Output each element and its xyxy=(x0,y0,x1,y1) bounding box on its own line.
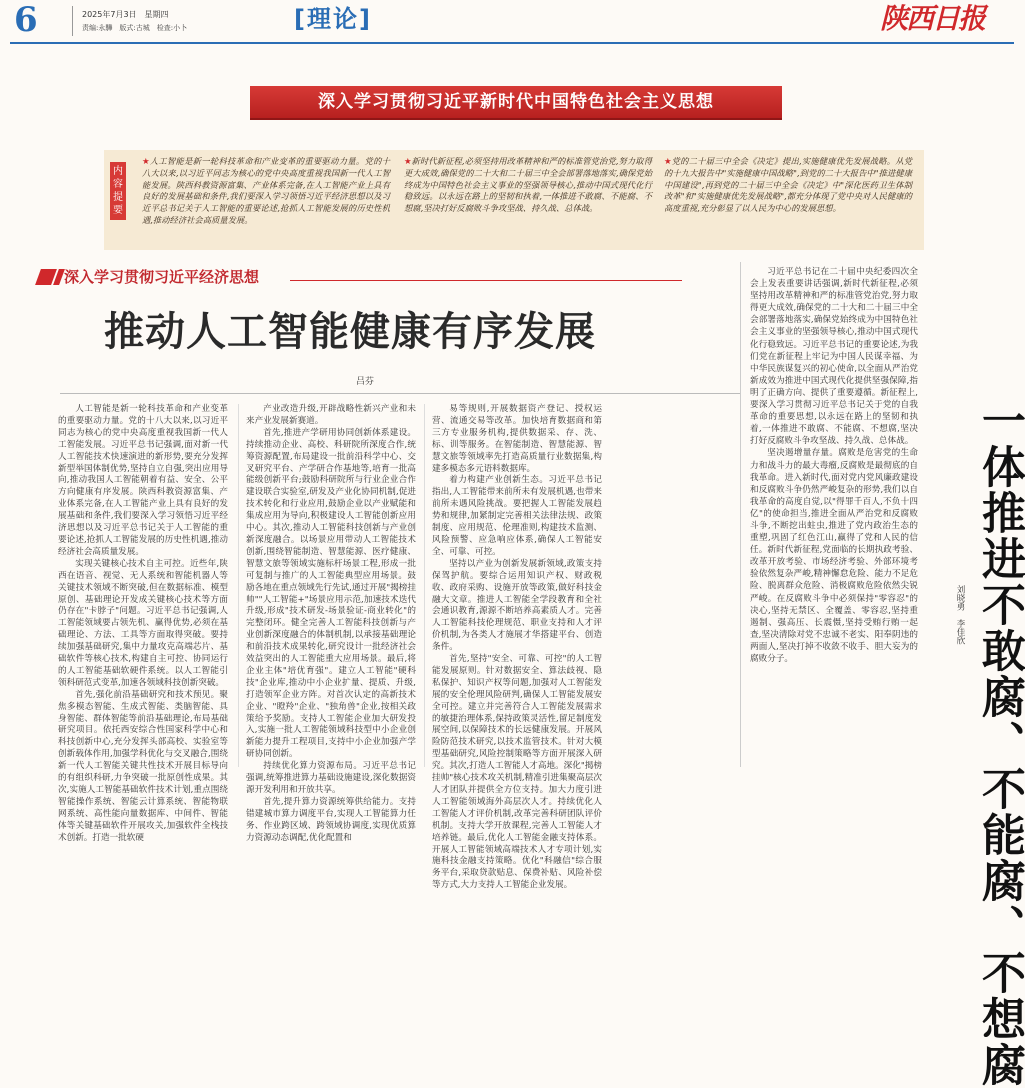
article-headline[interactable]: 推动人工智能健康有序发展 xyxy=(104,309,596,355)
paragraph: 易等规则,开展数据资产登记、授权运营、流通交易等改革。加快培育数据商和第三方专业服务机构,提供数据采、存、洗、标、训等服务。在智能制造、智慧能源、智慧文旅等领域率先打造高质量行业数据集,构建多模态多元语料数据库。 xyxy=(432,404,602,474)
article-kicker: 深入学习贯彻习近平经济思想 xyxy=(64,268,260,286)
paragraph: 着力构建产业创新生态。习近平总书记指出,人工智能带来前所未有发展机遇,也带来前所未遇风险挑战。要把握人工智能发展趋势和规律,加紧制定完善相关法律法规、政策制度、应用规范、伦理准则,构建技术监测、风险预警、应急响应体系,确保人工智能安全、可靠、可控。 xyxy=(432,475,602,557)
paragraph: 首先,坚持"安全、可靠、可控"的人工智能发展原则。针对数据安全、算法歧视、隐私保护、知识产权等问题,加强对人工智能发展的安全伦理风险研判,确保人工智能发展安全可控。建立并完善符合人工智能发展需求的敏捷治理体系,保持政策灵活性,留足制度发展空间,以保障技术的长远健康发展。开展风险防范技术研究,以技术监管技术。针对大模型基础研究,风险控制策略等方面开展深入研究。其次,打造人工智能人才高地。深化"揭榜挂帅"核心技术攻关机制,精准引进集聚高层次人才团队并提供全方位支持。加大力度引进人工智能领域海外高层次人才。持续优化人工智能人才评价机制,改革完善科研团队评价机制。支持大学开放课程,完善人工智能人才培养链。最后,优化人工智能金融支持体系。开展人工智能领域高端技术人才专项计划,实施科技金融支持策略。优化"科融信"综合服务平台,采取贷款贴息、保费补贴、风险补偿等方式,大力支持人工智能企业发展。 xyxy=(432,654,602,891)
summary-text-3: 党的二十届三中全会《决定》提出,实施健康优先发展战略。从党的十九大报告中"实施健康中国战略",到党的二十大报告中"推进健康中国建设",再到党的二十届三中全会《决定》中"深化医药卫生体制改革"和"实施健康优先发展战略",都充分体现了党中央对人民健康的高度重视,充分彰显了以人民为中心的发展思想。 xyxy=(664,156,912,214)
summary-text-1: 人工智能是新一轮科技革命和产业变革的重要驱动力量。党的十八大以来,以习近平同志为核心的党中央高度重视我国新一代人工智能发展。陕西科教资源富集、产业体系完备,在人工智能产业上具有良好的发展基础和条件,我们要深入学习领悟习近平经济思想以及习近平总书记关于人工智能的重要论述,抢抓人工智能发展的历史性机遇,推动经济社会高质量发展。 xyxy=(142,156,390,225)
paragraph: 产业改造升级,开辟战略性新兴产业和未来产业发展新赛道。 xyxy=(246,404,416,426)
paragraph: 首先,推进产学研用协同创新体系建设。持续推动企业、高校、科研院所深度合作,统筹资源配置,布局建设一批前沿科学中心、交叉研究平台、产学研合作基地等,培育一批高能级创新平台;鼓励科研院所与行业企业合作建设联合实验室,研发及产业化协同机制,促进技术转化和行业应用,鼓励企业以产业赋能和集成应用为导向,积极建设人工智能创新应用中心。其次,推动人工智能科技创新与产业创新深度融合。以场景应用带动人工智能技术创新,围绕智能制造、智慧能源、医疗健康、智慧文旅等领域实施标杆场景工程,形成一批可复制与推广的人工智能典型应用场景。鼓励各地在重点领域先行先试,通过开展"揭榜挂帅""人工智能+"场景应用示范,加速技术迭代升级,形成"技术研发-场景验证-商业转化"的完整闭环。健全完善人工智能科技创新与产业创新深度融合的体制机制,以承接基础理论和前沿技术成果转化,研究设计一批经济社会效益突出的人工智能重大应用场景。最后,将企业主体"培优育强"。建立人工智能"硬科技"企业库,推动中小企业扩量、提质、升级,打造领军企业方阵。对首次认定的高新技术企业、"瞪羚"企业、"独角兽"企业,按相关政策给予奖励。支持人工智能企业加大研发投入,实施一批人工智能领域科技型中小企业创新能力提升工程项目,支持中小企业加强产学研协同创新。 xyxy=(246,427,416,760)
article-column-1 xyxy=(58,404,228,843)
right-article-body xyxy=(750,266,918,767)
editor-credits: 责编:永驊 版式:古城 检查:小卜 xyxy=(82,24,188,32)
paragraph: 实现关键核心技术自主可控。近些年,陕西在语音、视觉、无人系统和智能机器人等关键技术领域不断突破,但在数据标准、模型原创、基础理论开发成关键核心技术等方面仍存在"卡脖子"问题。习近平总书记强调,人工智能领域要占领先机、赢得优势,必须在基础理论、方法、工具等方面取得突破。要持续加强基础研究,集中力量攻克高端芯片、基础软件等核心技术,构建自主可控、协同运行的人工智能基础软硬件系统。以人工智能引领科研范式变革,加速各领域科技创新突破。 xyxy=(58,558,228,688)
summary-text-2: 新时代新征程,必须坚持用改革精神和严的标准管党治党,努力取得更大成效,确保党的二十大和二十届三中全会部署落地落实,确保党始终成为中国特色社会主义事业的坚强领导核心,推动中国式现代化行稳致远。以永远在路上的坚韧和执着,一体推进不敢腐、不能腐、不想腐,坚决打好反腐败斗争攻坚战、持久战、总体战。 xyxy=(404,156,652,214)
paragraph: 坚决遏增量存量。腐败是危害党的生命力和战斗力的最大毒瘤,反腐败是最彻底的自我革命。进入新时代,面对党内党风廉政建设和反腐败斗争仍然严峻复杂的形势,我们以自我革命的高度自觉,以"得罪千百人,不负十四亿"的使命担当,推进全面从严治党和反腐败斗争,不断挖出蛀虫,推进了党内政治生态的重塑,巩固了红色江山,赢得了党和人民的信任。新时代新征程,党面临的长期执政考验、改革开放考验、市场经济考验、外部环境考验依然复杂严峻,精神懈怠危险、能力不足危险、脱离群众危险、消极腐败危险依然尖锐严峻。在反腐败斗争中必须保持"零容忍"的决心,坚持无禁区、全覆盖、零容忍,坚持重遏制、强高压、长震慑,坚持受贿行贿一起查,坚决清除对党不忠诚不老实、阳奉阴违的两面人,坚决打掉不收敛不收手、胆大妄为的腐败分子。 xyxy=(750,448,918,664)
article-divider xyxy=(740,262,741,767)
theme-banner xyxy=(250,86,782,118)
header-rule xyxy=(10,42,1014,44)
summary-tag: 内容提要 xyxy=(110,162,126,220)
paragraph: 持续优化算力资源布局。习近平总书记强调,统筹推进算力基础设施建设,深化数据资源开发利用和开放共享。 xyxy=(246,761,416,795)
kicker-rule xyxy=(290,280,682,281)
header-divider xyxy=(72,6,73,36)
paragraph: 坚持以产业为创新发展新领域,政策支持保驾护航。要综合运用知识产权、财政税收、政府采购、设施开放等政策,做好科技金融大文章。推进人工智能全学段教育和全社会通识教育,源源不断培养高素质人才。完善人工智能科技伦理规范、职业支持和人才评价机制,为各类人才施展才华搭建平台、创造条件。 xyxy=(432,558,602,653)
paragraph: 首先,提升算力资源统筹供给能力。支持错建城市算力调度平台,实现人工智能算力任务、作业跨区域、跨领域协调度,实现优质算力资源动态调配,优化配置和 xyxy=(246,796,416,843)
column-divider xyxy=(238,404,239,767)
newspaper-masthead: 陕西日报 xyxy=(880,2,985,35)
star-icon: ★ xyxy=(664,156,672,166)
summary-column-2 xyxy=(404,156,652,215)
theme-banner-text: 深入学习贯彻习近平新时代中国特色社会主义思想 xyxy=(318,92,714,112)
issue-date: 2025年7月3日 星期四 xyxy=(82,10,169,19)
section-title: [理论] xyxy=(294,5,372,33)
article-column-3 xyxy=(432,404,602,891)
star-icon: ★ xyxy=(142,156,150,166)
star-icon: ★ xyxy=(404,156,412,166)
paragraph: 人工智能是新一轮科技革命和产业变革的重要驱动力量。党的十八大以来,以习近平同志为核心的党中央高度重视我国新一代人工智能发展。习近平总书记强调,面对新一代人工智能技术快速演进的新形势,要充分发挥新型举国体制优势,坚持自立自强,突出应用导向,推动我国人工智能朝着有益、安全、公平方向健康有序发展。陕西科教资源富集、产业体系完备,在人工智能产业上具有良好的发展基础和条件,我们要深入学习领悟习近平经济思想以及习近平总书记关于人工智能的重要论述,抢抓人工智能发展的历史性机遇,推动经济社会高质量发展。 xyxy=(58,404,228,557)
article-column-2 xyxy=(246,404,416,843)
article-byline: 吕芬 xyxy=(356,377,375,387)
paragraph: 习近平总书记在二十届中央纪委四次全会上发表重要讲话强调,新时代新征程,必须坚持用改革精神和严的标准管党治党,努力取得更大成效,确保党的二十大和二十届三中全会部署落地落实,确保党始终成为中国特色社会主义事业的坚强领导核心,推动中国式现代化行稳致远。习近平总书记的重要论述,为我们党在新征程上牢记为中国人民谋幸福、为中华民族谋复兴的初心使命,以全面从严治党新成效为推进中国式现代化提供坚强保障,指明了正确方向、提供了重要遵循。新征程上,要深入学习贯彻习近平总书记关于党的自我革命的重要思想,以永远在路上的坚韧和执着,一体推进不敢腐、不能腐、不想腐,坚决打好反腐败斗争攻坚战、持久战、总体战。 xyxy=(750,267,918,447)
right-article-headline[interactable]: 一体推进不敢腐、不能腐、不想腐 xyxy=(974,398,1025,1088)
paragraph: 首先,强化前沿基础研究和技术预见。聚焦多模态智能、生成式智能、类脑智能、具身智能、群体智能等前沿基础理论,布局基础研究项目。依托西安综合性国家科学中心和科技创新中心,充分发挥头部高校、实验室等创新载体作用,加强学科优化与交叉融合,围绕新一代人工智能关键共性技术开展目标导向的有组织科研,力争突破一批原创性成果。其次,实施人工智能基础软件技术计划,重点围绕智能操作系统、智能云计算系统、智能物联网系统、高性能向量数据库、中间件、智能体等关键基础软件开展攻关,加强软件全栈技术创新。打造一批软硬 xyxy=(58,689,228,843)
body-rule xyxy=(60,393,740,394)
column-divider xyxy=(424,404,425,767)
summary-column-1 xyxy=(142,156,390,227)
summary-column-3 xyxy=(664,156,912,215)
right-article-authors: 刘晓勇 李佳欣 xyxy=(955,585,965,645)
page-number: 6 xyxy=(14,0,37,40)
